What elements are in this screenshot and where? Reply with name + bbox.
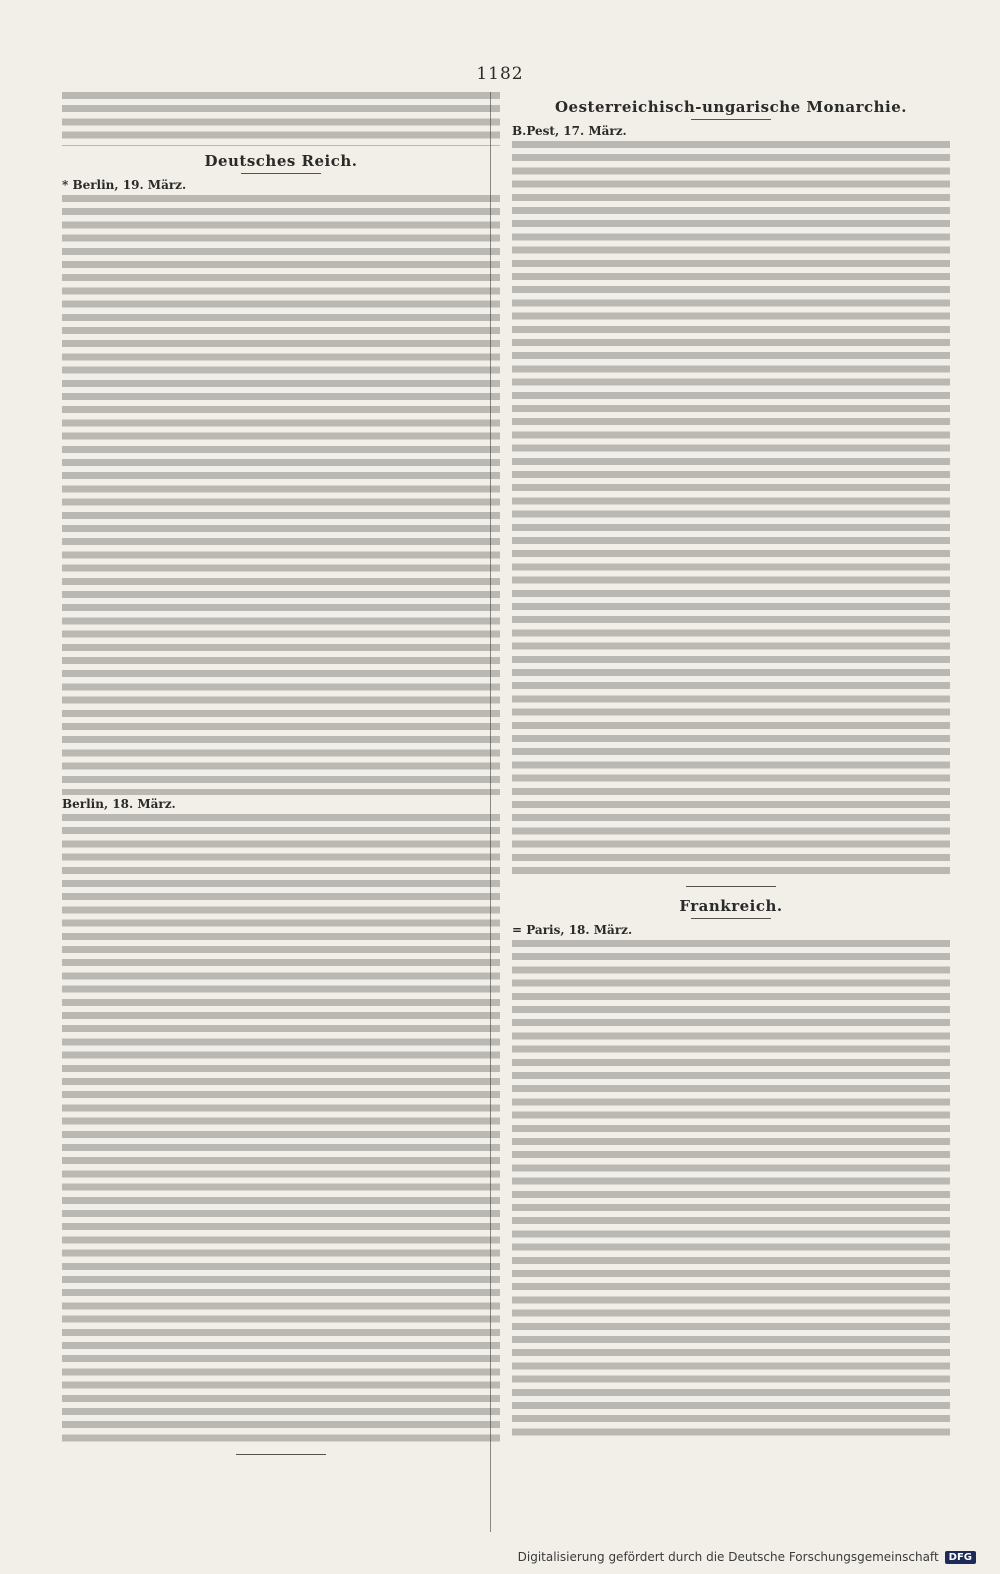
france-article-body xyxy=(512,940,950,1440)
left-column xyxy=(62,92,500,1465)
dateline-berlin-19-maerz: * Berlin, 19. März. xyxy=(62,178,187,192)
volkszeitung-article-body xyxy=(62,814,500,1444)
heading-rule xyxy=(691,119,771,120)
footer-credit: Digitalisierung gefördert durch die Deutsche Forschungsgemeinschaft xyxy=(517,1550,939,1564)
section-heading-frankreich: Frankreich. xyxy=(679,897,783,915)
dateline-paris-18-maerz: = Paris, 18. März. xyxy=(512,923,633,937)
heading-rule xyxy=(691,918,771,919)
section-heading-deutsches-reich: Deutsches Reich. xyxy=(204,152,358,170)
section-heading-oesterreich-ungarn: Oesterreichisch-ungarische Monarchie. xyxy=(554,98,908,116)
article-end-rule xyxy=(236,1454,326,1455)
right-column xyxy=(512,92,950,1440)
page-number: 1182 xyxy=(476,64,524,84)
heading-rule xyxy=(241,173,321,174)
dateline-budapest-17-maerz: B.Pest, 17. März. xyxy=(512,124,627,138)
hungary-article-body xyxy=(512,141,950,876)
continued-article-body xyxy=(62,92,500,146)
dateline-berlin-18-maerz: Berlin, 18. März. xyxy=(62,797,176,811)
reichstag-report-body xyxy=(62,195,500,795)
article-end-rule xyxy=(686,886,776,887)
dfg-logo: DFG xyxy=(945,1551,976,1564)
digitization-footer xyxy=(518,1550,976,1564)
